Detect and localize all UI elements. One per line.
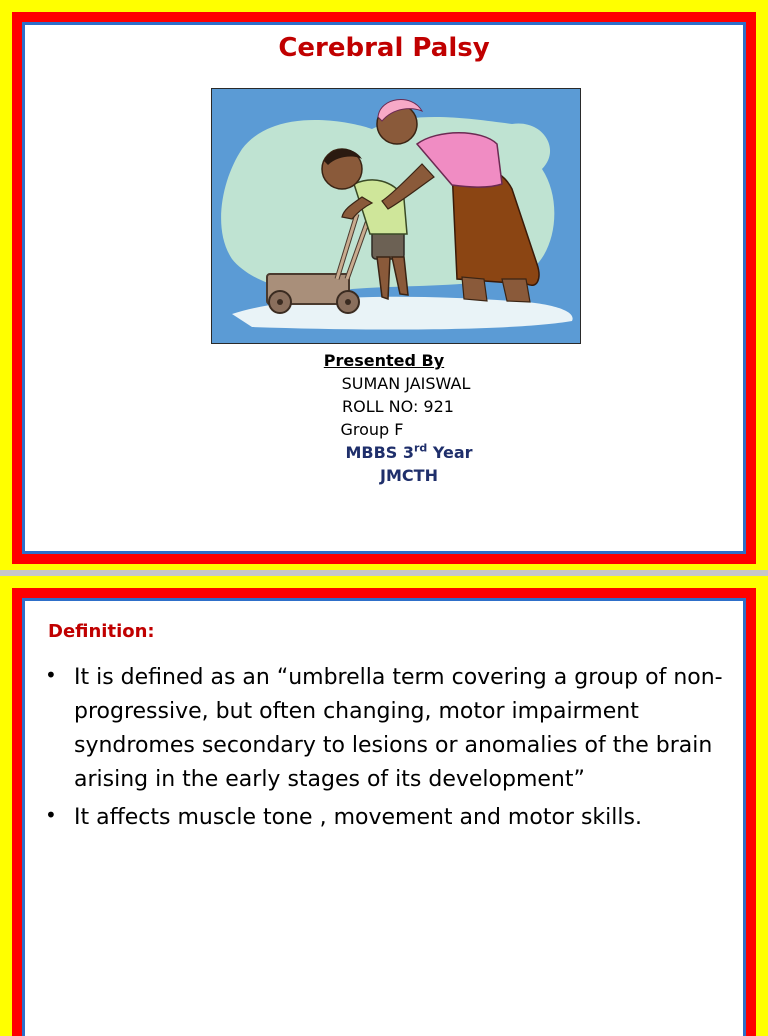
- red-frame: [12, 588, 756, 1036]
- presenter-block: [25, 351, 743, 489]
- blue-frame: [22, 22, 746, 554]
- bullet-item: • It affects muscle tone , movement and motor skills.: [39, 801, 725, 835]
- red-frame: [12, 12, 756, 564]
- presented-by-label: Presented By: [323, 351, 445, 370]
- course-year-ordinal: rd: [414, 441, 428, 455]
- college-name: JMCTH: [380, 466, 438, 485]
- bullet-item: • It is defined as an “umbrella term covering a group of non-progressive, but often changing, motor impairment syndromes secondary to lesions or anomalies of the brain arising in the early stages of its development”: [39, 661, 725, 797]
- illustration-svg: [212, 89, 580, 343]
- slide-title: Cerebral Palsy: [278, 33, 490, 63]
- presenter-name: SUMAN JAISWAL: [341, 374, 471, 393]
- roll-number: ROLL NO: 921: [342, 397, 454, 416]
- blue-frame: [22, 598, 746, 1036]
- definition-slide: [0, 576, 768, 1024]
- course-year-prefix: MBBS 3: [345, 443, 414, 462]
- slide-content: [25, 25, 743, 551]
- slide-content: [25, 601, 743, 1036]
- course-year-suffix: Year: [427, 443, 473, 462]
- bullet-list: [39, 661, 725, 839]
- definition-heading: Definition:: [48, 621, 155, 642]
- group-label: Group F: [340, 420, 404, 439]
- course-year: [75, 443, 743, 462]
- caregiver-child-walker-illustration: [211, 88, 581, 344]
